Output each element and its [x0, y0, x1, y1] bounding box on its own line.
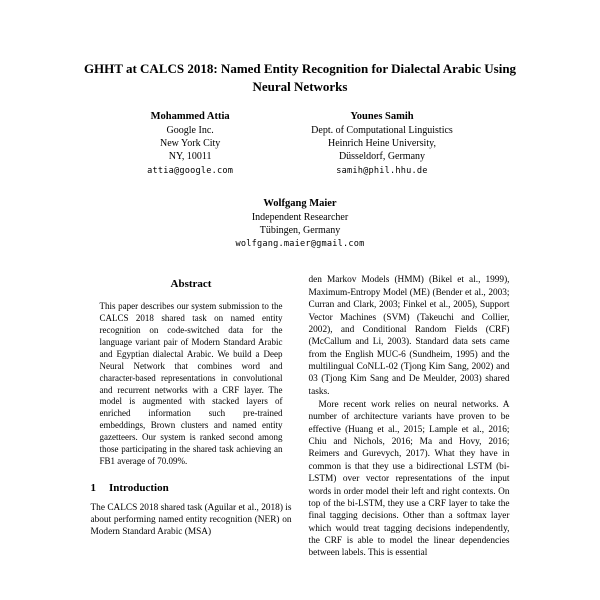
author-affiliation-line: NY, 10011	[168, 151, 212, 163]
two-column-body	[0, 274, 600, 559]
authors-row-2	[0, 197, 600, 251]
section-number: 1	[90, 481, 96, 494]
author-affiliation-line: New York City	[160, 138, 221, 150]
left-column	[91, 274, 292, 559]
section-title: Introduction	[109, 481, 169, 494]
author-affiliation-line: Heinrich Heine University,	[328, 138, 436, 150]
author-name: Wolfgang Maier	[263, 197, 337, 209]
author-affiliation-line: Google Inc.	[166, 124, 214, 136]
section-heading	[91, 482, 292, 494]
authors-row-1	[0, 110, 600, 177]
author-name: Younes Samih	[350, 111, 414, 123]
author-affiliation-line: Düsseldorf, Germany	[338, 151, 426, 163]
author-block	[311, 110, 453, 177]
author-email: attia@google.com	[147, 165, 234, 176]
right-column	[309, 274, 510, 559]
author-affiliation-line: Dept. of Computational Linguistics	[311, 124, 453, 136]
author-block	[147, 110, 233, 177]
right-column-paragraph: More recent work relies on neural networks. A number of architecture variants have proven to be effective (Huang et al., 2015; Lample et al., 2016; Chiu and Nichols, 2016; Ma and Hovy, 2016; Reimers and Gurevych, 2017). What they have in common is that they use a bidirectional LSTM (bi-LSTM) over vector representations of the input words in order model their left and right contexts. On top of the bi-LSTM, they use a CRF layer to take the final tagging decisions. Other than a softmax layer which would treat tagging decisions independently, the CRF is able to model the linear dependencies between labels. This is essential	[308, 400, 510, 559]
author-email: wolfgang.maier@gmail.com	[235, 239, 365, 250]
author-affiliation-line: Independent Researcher	[251, 211, 349, 223]
author-affiliation-line: Tübingen, Germany	[259, 224, 341, 236]
author-name: Mohammed Attia	[150, 111, 230, 123]
author-email: samih@phil.hhu.de	[336, 165, 428, 176]
paper-title: GHHT at CALCS 2018: Named Entity Recognition for Dialectal Arabic Using Neural Networks	[83, 61, 517, 94]
abstract-heading: Abstract	[170, 278, 212, 291]
right-column-paragraph: den Markov Models (HMM) (Bikel et al., 1999), Maximum-Entropy Model (ME) (Bender et al., 2003; Curran and Clark, 2003; Finkel et al., 2005), Support Vector Machines (SVM) (Takeuchi and Collier, 2002), and Conditional Random Fields (CRF) (McCallum and Li, 2003). Standard data sets came from the English MUC-6 (Sundheim, 1995) and the multilingual CoNLL-02 (Tjong Kim Sang, 2002) and 03 (Tjong Kim Sang and De Meulder, 2003) shared tasks.	[308, 275, 510, 397]
author-block	[236, 197, 365, 251]
abstract-text: This paper describes our system submission to the CALCS 2018 shared task on named entity recognition on code-switched data for the language variant pair of Modern Standard Arabic and Egyptian dialectal Arabic. We build a Deep Neural Network that combines word and character-based representations in convolutional and recurrent networks with a CRF layer. The model is augmented with stacked layers of enriched information such pre-trained embeddings, Brown clusters and named entity gazetteers. Our system is ranked second among those participating in the shared task achieving an FB1 average of 70.09%.	[99, 301, 283, 466]
intro-paragraph: The CALCS 2018 shared task (Aguilar et al., 2018) is about performing named entity recognition (NER) on Modern Standard Arabic (MSA)	[90, 502, 292, 538]
